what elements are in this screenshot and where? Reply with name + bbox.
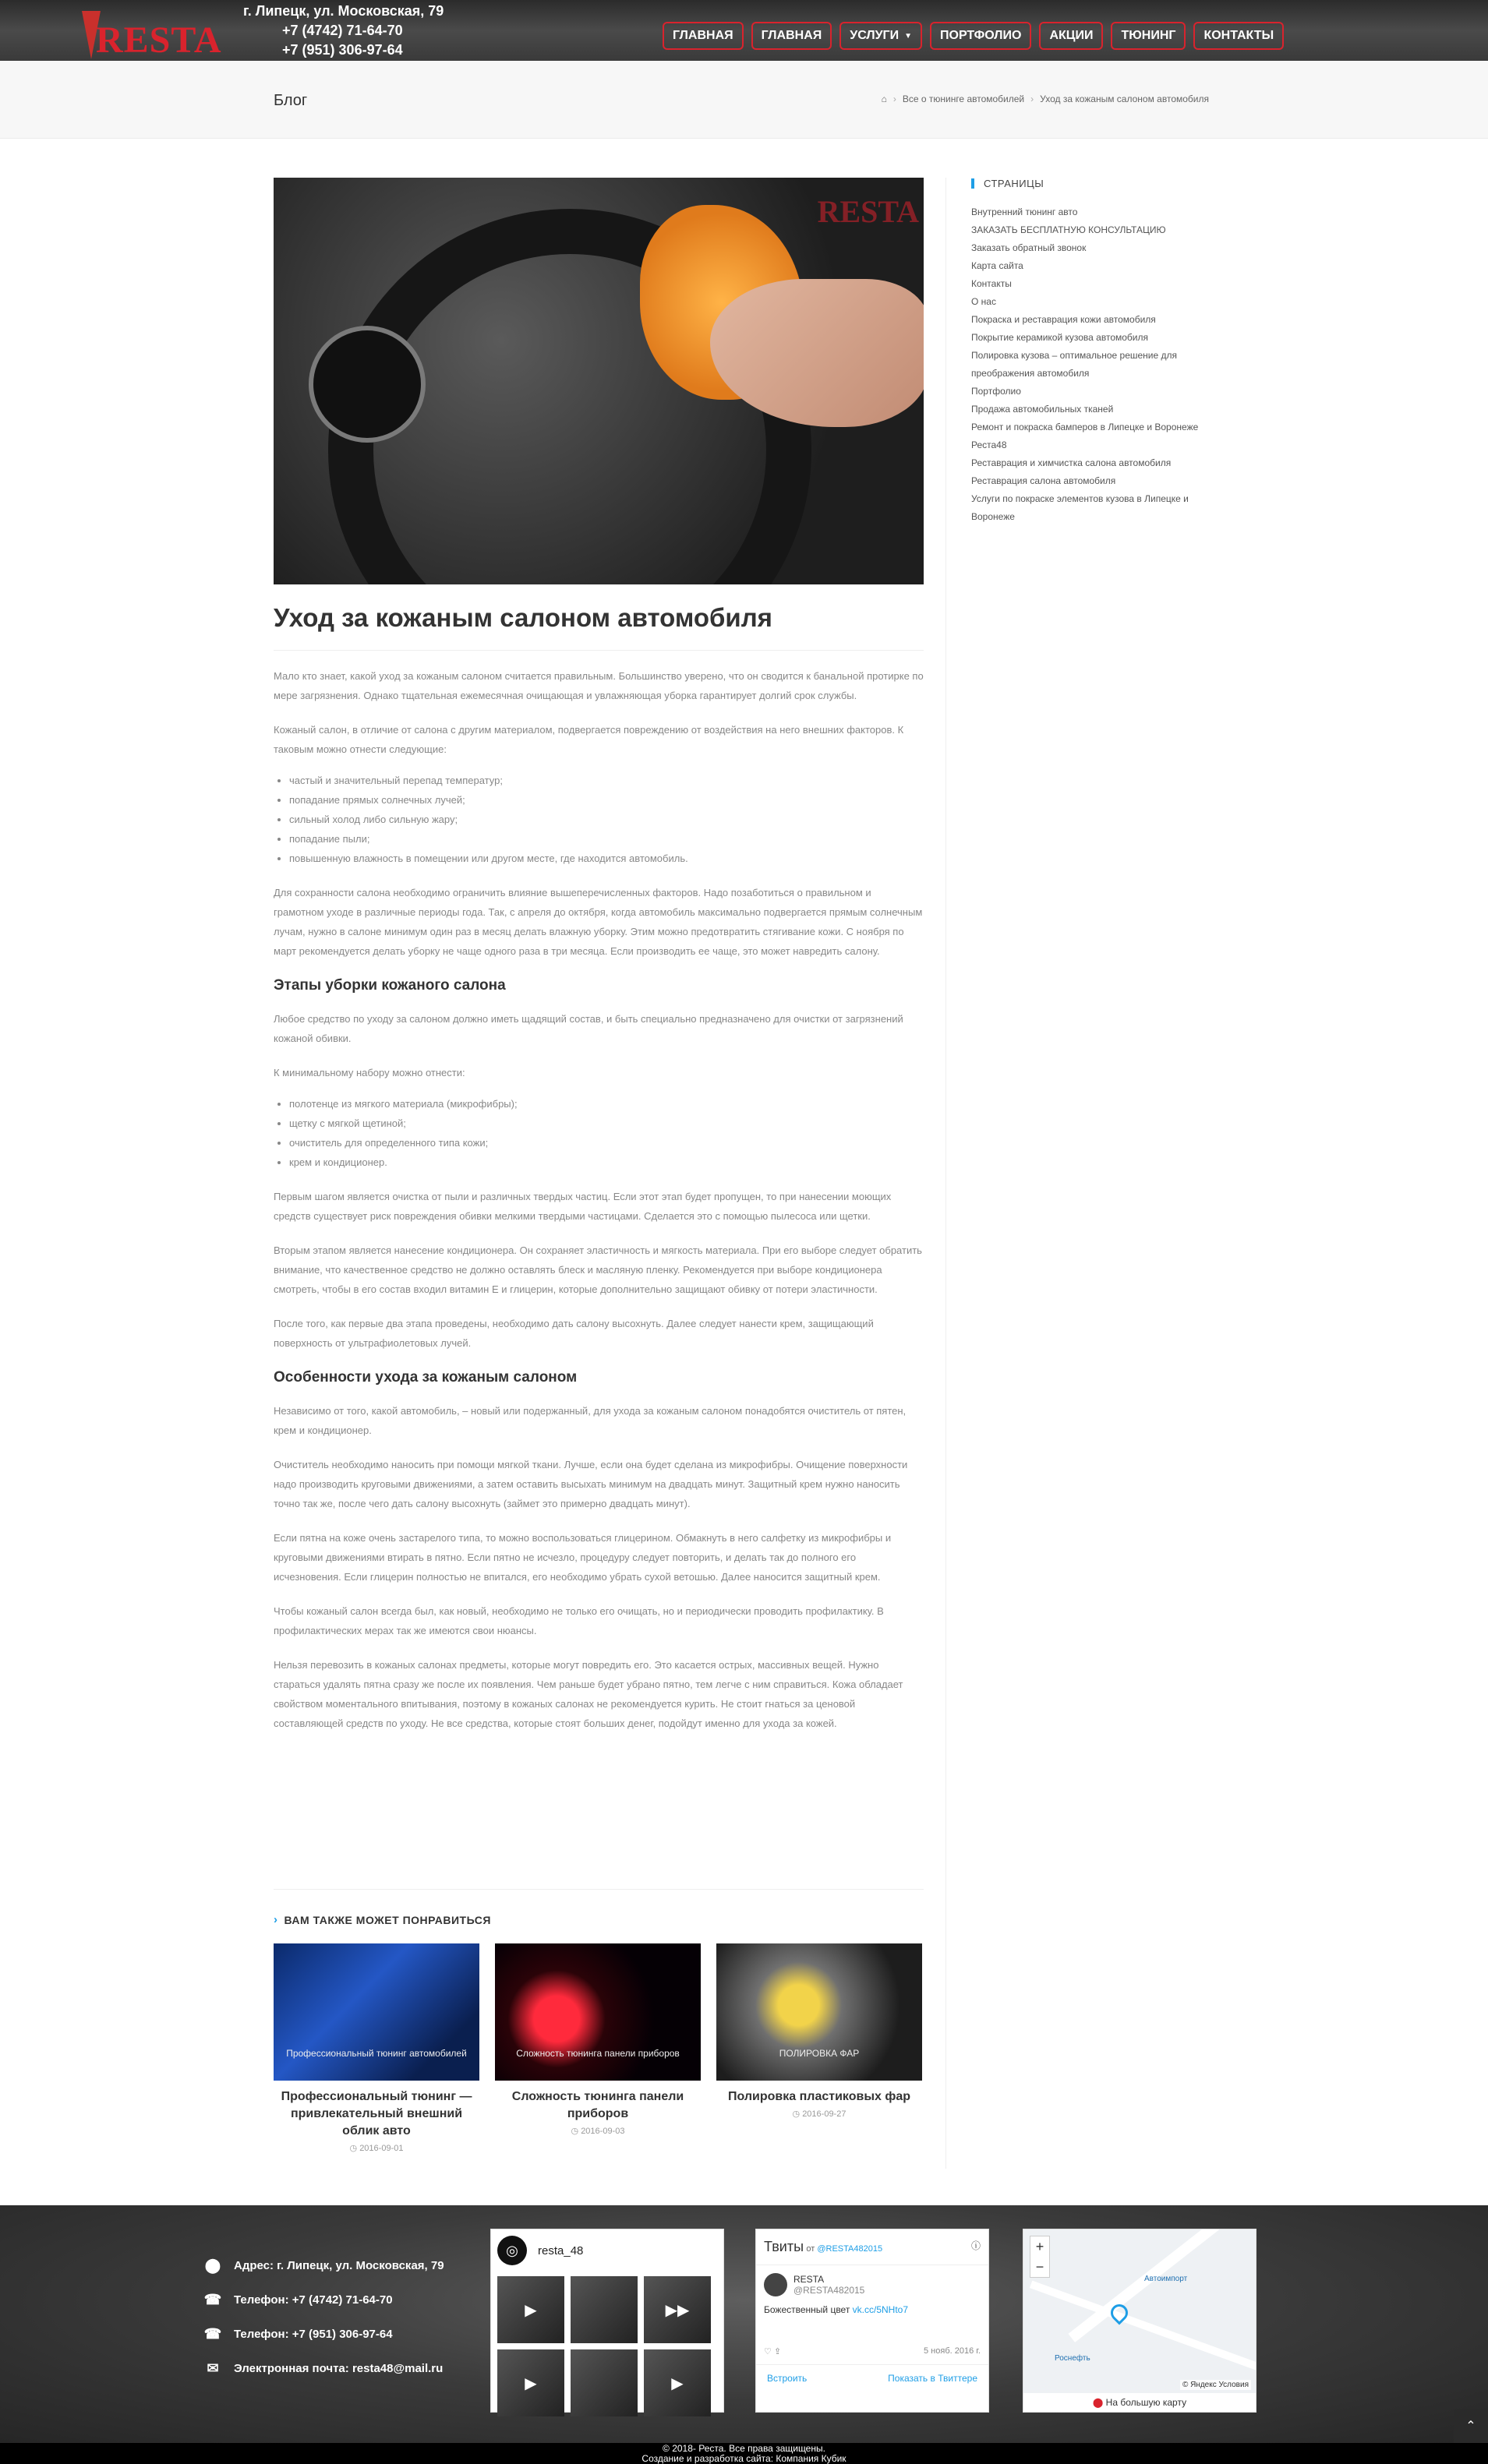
- clock-icon: ◷: [349, 2144, 360, 2153]
- related-thumbnail[interactable]: [274, 1943, 479, 2081]
- tweet-date[interactable]: 5 нояб. 2016 г.: [924, 2346, 981, 2356]
- paragraph: Независимо от того, какой автомобиль, – новый или подержанный, для ухода за кожаным салоном понадобятся очиститель от пятен, крем и кондиционер.: [274, 1405, 907, 1436]
- page-title: Блог: [274, 92, 308, 109]
- instagram-thumbnail[interactable]: [571, 2276, 638, 2343]
- nav-portfolio[interactable]: ПОРТФОЛИО: [930, 22, 1031, 50]
- chevron-down-icon: ▼: [904, 31, 913, 41]
- related-date: ◷ 2016-09-03: [571, 2127, 625, 2136]
- chevron-right-icon: ›: [274, 1913, 278, 1926]
- twitter-widget: Твиты от @RESTA482015 ⓘ RESTA @RESTA482015 Божественный цвет vk.cc/5NHto7 ♡ ⇪ 5 нояб. 2016 г. Встроить Показать в Твиттере: [755, 2229, 989, 2413]
- instagram-icon[interactable]: ◎: [497, 2236, 527, 2265]
- clock-icon: ◷: [792, 2109, 803, 2119]
- phone-icon: ☎: [203, 2325, 222, 2342]
- related-list: [274, 1943, 924, 2153]
- related-heading: › ВАМ ТАКЖЕ МОЖЕТ ПОНРАВИТЬСЯ: [274, 1913, 491, 1926]
- related-item[interactable]: [274, 1943, 479, 2153]
- nav-promotions[interactable]: АКЦИИ: [1039, 22, 1103, 50]
- list-item: • щетку с мягкой щетиной;: [289, 1114, 924, 1133]
- section-heading: Особенности ухода за кожаным салоном: [274, 1369, 578, 1386]
- footer-phone-row[interactable]: ☎ Телефон: +7 (951) 306-97-64: [203, 2325, 393, 2342]
- paragraph: Чтобы кожаный салон всегда был, как новый, необходимо не только его очищать, но и периодически проводить профилактику. В профилактических мерах так же имеются свои нюансы.: [274, 1605, 884, 1636]
- breadcrumb-item-current: Уход за кожаным салоном автомобиля: [1040, 94, 1209, 104]
- sidebar-link[interactable]: Полировка кузова – оптимальное решение для преображения автомобиля: [971, 350, 1178, 379]
- instagram-grid: [491, 2272, 723, 2421]
- breadcrumb-separator: ›: [1030, 94, 1034, 104]
- related-item[interactable]: [716, 1943, 922, 2153]
- paragraph: Любое средство по уходу за салоном должно иметь щадящий состав, и быть специально предназначено для очистки от загрязнений кожаной обивки.: [274, 1013, 903, 1044]
- list-item: • повышенную влажность в помещении или другом месте, где находится автомобиль.: [289, 849, 924, 868]
- scroll-to-top-button[interactable]: ⌃: [1454, 2409, 1488, 2444]
- info-icon[interactable]: ⓘ: [970, 2240, 981, 2251]
- breadcrumb-item-category[interactable]: Все о тюнинге автомобилей: [902, 94, 1025, 104]
- zoom-out-button[interactable]: −: [1035, 2259, 1044, 2275]
- home-icon[interactable]: ⌂: [881, 94, 887, 104]
- instagram-video-thumbnail[interactable]: ▶: [497, 2349, 564, 2416]
- header-contacts: [243, 2, 444, 60]
- logo[interactable]: [82, 11, 222, 61]
- related-thumbnail[interactable]: [495, 1943, 701, 2081]
- post-content: [274, 666, 924, 1733]
- list-item: • крем и кондиционер.: [289, 1153, 924, 1172]
- instagram-thumbnail[interactable]: [571, 2349, 638, 2416]
- instagram-video-thumbnail[interactable]: ▶▶: [644, 2276, 711, 2343]
- sidebar-heading: СТРАНИЦЫ: [971, 178, 1218, 189]
- map-label: Автоимпорт: [1144, 2275, 1188, 2283]
- related-title[interactable]: Профессиональный тюнинг — привлекательный внешний облик авто: [281, 2090, 472, 2137]
- breadcrumb: [882, 94, 1209, 104]
- instagram-video-thumbnail[interactable]: ▶: [497, 2276, 564, 2343]
- twitter-title: Твиты: [764, 2239, 804, 2254]
- sidebar-pages-list: [971, 203, 1218, 526]
- sidebar-link[interactable]: Услуги по покраске элементов кузова в Липецке и Воронеже: [971, 493, 1189, 522]
- thumbnail-caption: Профессиональный тюнинг автомобилей: [286, 2048, 467, 2059]
- avatar[interactable]: [764, 2273, 787, 2296]
- dashboard-gauge: [309, 326, 426, 443]
- list-item: • сильный холод либо сильную жару;: [289, 810, 924, 829]
- nav-tuning[interactable]: ТЮНИНГ: [1111, 22, 1186, 50]
- paragraph: Кожаный салон, в отличие от салона с другим материалом, подвергается повреждению от воздействия на него внешних факторов. К таковым можно отнести следующие:: [274, 724, 904, 755]
- related-title[interactable]: Полировка пластиковых фар: [728, 2090, 910, 2103]
- paragraph: Нельзя перевозить в кожаных салонах предметы, которые могут повредить его. Это касается острых, массивных вещей. Нужно стараться удалять пятна сразу же после их появления. Чем раньше будет убрано пятно, тем легче с ним справиться. Кожа обладает свойством моментального впитывания, поэтому в кожаных салонах не рекомендуется курить. Не стоит гнаться за ценовой составляющей средств по уходу. Не все средства, которые стоят больших денег, подойдут именно для ухода за кожей.: [274, 1659, 903, 1729]
- map-zoom-control: [1030, 2236, 1050, 2278]
- sidebar-link[interactable]: Заказать обратный звонок: [971, 242, 1087, 253]
- sidebar-link[interactable]: Покраска и реставрация кожи автомобиля: [971, 314, 1156, 325]
- list-item: • частый и значительный перепад температур;: [289, 771, 924, 790]
- sidebar-link[interactable]: Покрытие керамикой кузова автомобиля: [971, 332, 1149, 343]
- list: [289, 771, 924, 868]
- sidebar-link[interactable]: Реставрация и химчистка салона автомобиля: [971, 457, 1172, 468]
- nav-home-2[interactable]: ГЛАВНАЯ: [751, 22, 832, 50]
- site-header: [0, 0, 1488, 61]
- footer-email-row[interactable]: ✉ Электронная почта: resta48@mail.ru: [203, 2360, 444, 2377]
- sidebar-link[interactable]: Внутренний тюнинг авто: [971, 207, 1078, 217]
- tweet-link[interactable]: vk.cc/5NHto7: [852, 2304, 909, 2315]
- nav-contacts[interactable]: КОНТАКТЫ: [1193, 22, 1284, 50]
- list-item: • полотенце из мягкого материала (микрофибры);: [289, 1094, 924, 1114]
- open-big-map-link[interactable]: ⬤ На большую карту: [1023, 2393, 1256, 2412]
- sidebar-link[interactable]: ЗАКАЗАТЬ БЕСПЛАТНУЮ КОНСУЛЬТАЦИЮ: [971, 224, 1166, 235]
- post-main: [274, 178, 924, 1748]
- footer-address-row: ⬤ Адрес: г. Липецк, ул. Московская, 79: [203, 2257, 444, 2274]
- sidebar-link[interactable]: Портфолио: [971, 386, 1021, 397]
- sidebar-link[interactable]: О нас: [971, 296, 996, 307]
- instagram-video-thumbnail[interactable]: ▶: [644, 2349, 711, 2416]
- location-pin-icon: ⬤: [1092, 2397, 1106, 2408]
- phone-icon: ☎: [203, 2291, 222, 2307]
- copyright-bar: [0, 2443, 1488, 2464]
- paragraph: Вторым этапом является нанесение кондиционера. Он сохраняет эластичность и мягкость материала. При его выборе следует обратить внимание, что качественное средство не должно оставлять блеск и масляную пленку. Рекомендуется при выборе кондиционера смотреть, чтобы в его состав входил витамин Е и глицерин, которые дополнительно защищают обивку от потери эластичности.: [274, 1244, 922, 1295]
- related-thumbnail[interactable]: [716, 1943, 922, 2081]
- sidebar-link[interactable]: Продажа автомобильных тканей: [971, 404, 1114, 415]
- paragraph: После того, как первые два этапа проведены, необходимо дать салону высохнуть. Далее следует нанести крем, защищающий поверхность от ультрафиолетовых лучей.: [274, 1318, 874, 1349]
- paragraph: Очиститель необходимо наносить при помощи мягкой ткани. Лучше, если она будет сделана из микрофибры. Очищение поверхности надо производить круговыми движениями, а затем оставить высыхать минимум на двадцать минут. Защитный крем нужно наносить точно так же, после чего дать салону высохнуть (займет это примерно двадцать минут).: [274, 1459, 908, 1509]
- site-footer: [0, 2205, 1488, 2443]
- post-featured-image: [274, 178, 924, 584]
- sidebar-link[interactable]: Ремонт и покраска бамперов в Липецке и Воронеже: [971, 422, 1199, 432]
- related-posts: [274, 1889, 924, 2153]
- twitter-handle-link[interactable]: @RESTA482015: [817, 2244, 883, 2254]
- tweet-text: Божественный цвет vk.cc/5NHto7: [764, 2304, 909, 2315]
- map-copyright[interactable]: © Яндекс Условия: [1180, 2380, 1251, 2390]
- thumbnail-caption: Сложность тюнинга панели приборов: [516, 2048, 680, 2059]
- header-phone-2[interactable]: +7 (951) 306-97-64: [282, 42, 403, 58]
- embed-button[interactable]: Встроить: [767, 2373, 808, 2384]
- paragraph: Первым шагом является очистка от пыли и различных твердых частиц. Если этот этап будет пропущен, то при нанесении моющих средств существует риск повреждения обивки мелкими твердыми частицами. Сделается это с помощью пылесоса или щетки.: [274, 1191, 892, 1222]
- paragraph: Для сохранности салона необходимо ограничить влияние вышеперечисленных факторов. Надо позаботиться о правильном и грамотном уходе в различные периоды года. Так, с апреля до октября, когда автомобиль максимально подвергается прямым солнечным лучам, нужно в салоне минимум один раз в месяц делать влажную уборку. Этим можно предотвратить стягивание кожи. С ноября по март рекомендуется делать уборку не чаще одного раза в три месяца. Если производить ее чаще, это может навредить салону.: [274, 887, 923, 957]
- tweet-author[interactable]: RESTA: [793, 2274, 825, 2285]
- paragraph: Если пятна на коже очень застарелого типа, то можно воспользоваться глицерином. Обмакнуть в него салфетку из микрофибры и круговыми движениями втирать в пятно. Если пятно не исчезло, процедуру следует повторить, и делать так до полного его исчезновения. Если глицерин полностью не впитался, его необходимо убрать сухой ветошью. Далее наносится защитный крем.: [274, 1532, 892, 1583]
- list-item: • попадание пыли;: [289, 829, 924, 849]
- heading-accent: [971, 178, 974, 189]
- sidebar-link[interactable]: Карта сайта: [971, 260, 1023, 271]
- instagram-username[interactable]: resta_48: [538, 2243, 584, 2257]
- thumbnail-caption: ПОЛИРОВКА ФАР: [779, 2048, 860, 2059]
- location-pin-icon: ⬤: [204, 2257, 221, 2273]
- list: [289, 1094, 924, 1172]
- related-date: ◷ 2016-09-01: [349, 2144, 404, 2153]
- header-address: г. Липецк, ул. Московская, 79: [243, 3, 444, 19]
- paragraph: Мало кто знает, какой уход за кожаным салоном считается правильным. Большинство уверено, что он сводится к банальной протирке по мере загрязнения. Однако тщательная ежемесячная очищающая и увлажняющая уборка гарантирует долгий срок службы.: [274, 670, 924, 701]
- header-phone-1[interactable]: +7 (4742) 71-64-70: [282, 23, 403, 38]
- paragraph: К минимальному набору можно отнести:: [274, 1067, 465, 1078]
- view-on-twitter-button[interactable]: Показать в Твиттере: [888, 2373, 977, 2384]
- related-title[interactable]: Сложность тюнинга панели приборов: [511, 2090, 684, 2120]
- footer-phone-row[interactable]: ☎ Телефон: +7 (4742) 71-64-70: [203, 2291, 393, 2307]
- sidebar-link[interactable]: Реста48: [971, 439, 1007, 450]
- related-date: ◷ 2016-09-27: [792, 2109, 846, 2119]
- heart-icon[interactable]: ♡: [764, 2347, 772, 2356]
- sidebar-link[interactable]: Реставрация салона автомобиля: [971, 475, 1116, 486]
- copyright-text: © 2018- Реста. Все права защищены.: [663, 2443, 825, 2454]
- list-item: • попадание прямых солнечных лучей;: [289, 790, 924, 810]
- section-heading: Этапы уборки кожаного салона: [274, 977, 506, 994]
- main-nav: [663, 22, 1284, 50]
- clock-icon: ◷: [571, 2127, 581, 2136]
- zoom-in-button[interactable]: +: [1035, 2239, 1044, 2254]
- footer-contacts: [203, 2257, 444, 2394]
- envelope-icon: ✉: [207, 2360, 219, 2376]
- instagram-widget: [490, 2229, 724, 2413]
- post-title: Уход за кожаным салоном автомобиля: [274, 603, 924, 651]
- sidebar-link[interactable]: Контакты: [971, 278, 1012, 289]
- share-icon[interactable]: ⇪: [773, 2347, 782, 2356]
- related-item[interactable]: [495, 1943, 701, 2153]
- logo-text: RESTA: [96, 19, 222, 61]
- map-road: [1068, 2229, 1256, 2342]
- breadcrumb-separator: ›: [892, 94, 896, 104]
- nav-services[interactable]: УСЛУГИ ▼: [839, 22, 922, 50]
- yandex-map[interactable]: [1023, 2229, 1256, 2413]
- nav-home[interactable]: ГЛАВНАЯ: [663, 22, 744, 50]
- image-watermark: RESTA: [817, 194, 919, 229]
- tweet-handle[interactable]: @RESTA482015: [793, 2285, 865, 2296]
- page-title-bar: [0, 61, 1488, 139]
- sidebar: [945, 178, 1218, 2169]
- map-label: Роснефть: [1055, 2354, 1090, 2363]
- list-item: • очиститель для определенного типа кожи;: [289, 1133, 924, 1153]
- developer-credit[interactable]: Создание и разработка сайта: Компания Кубик: [642, 2453, 846, 2464]
